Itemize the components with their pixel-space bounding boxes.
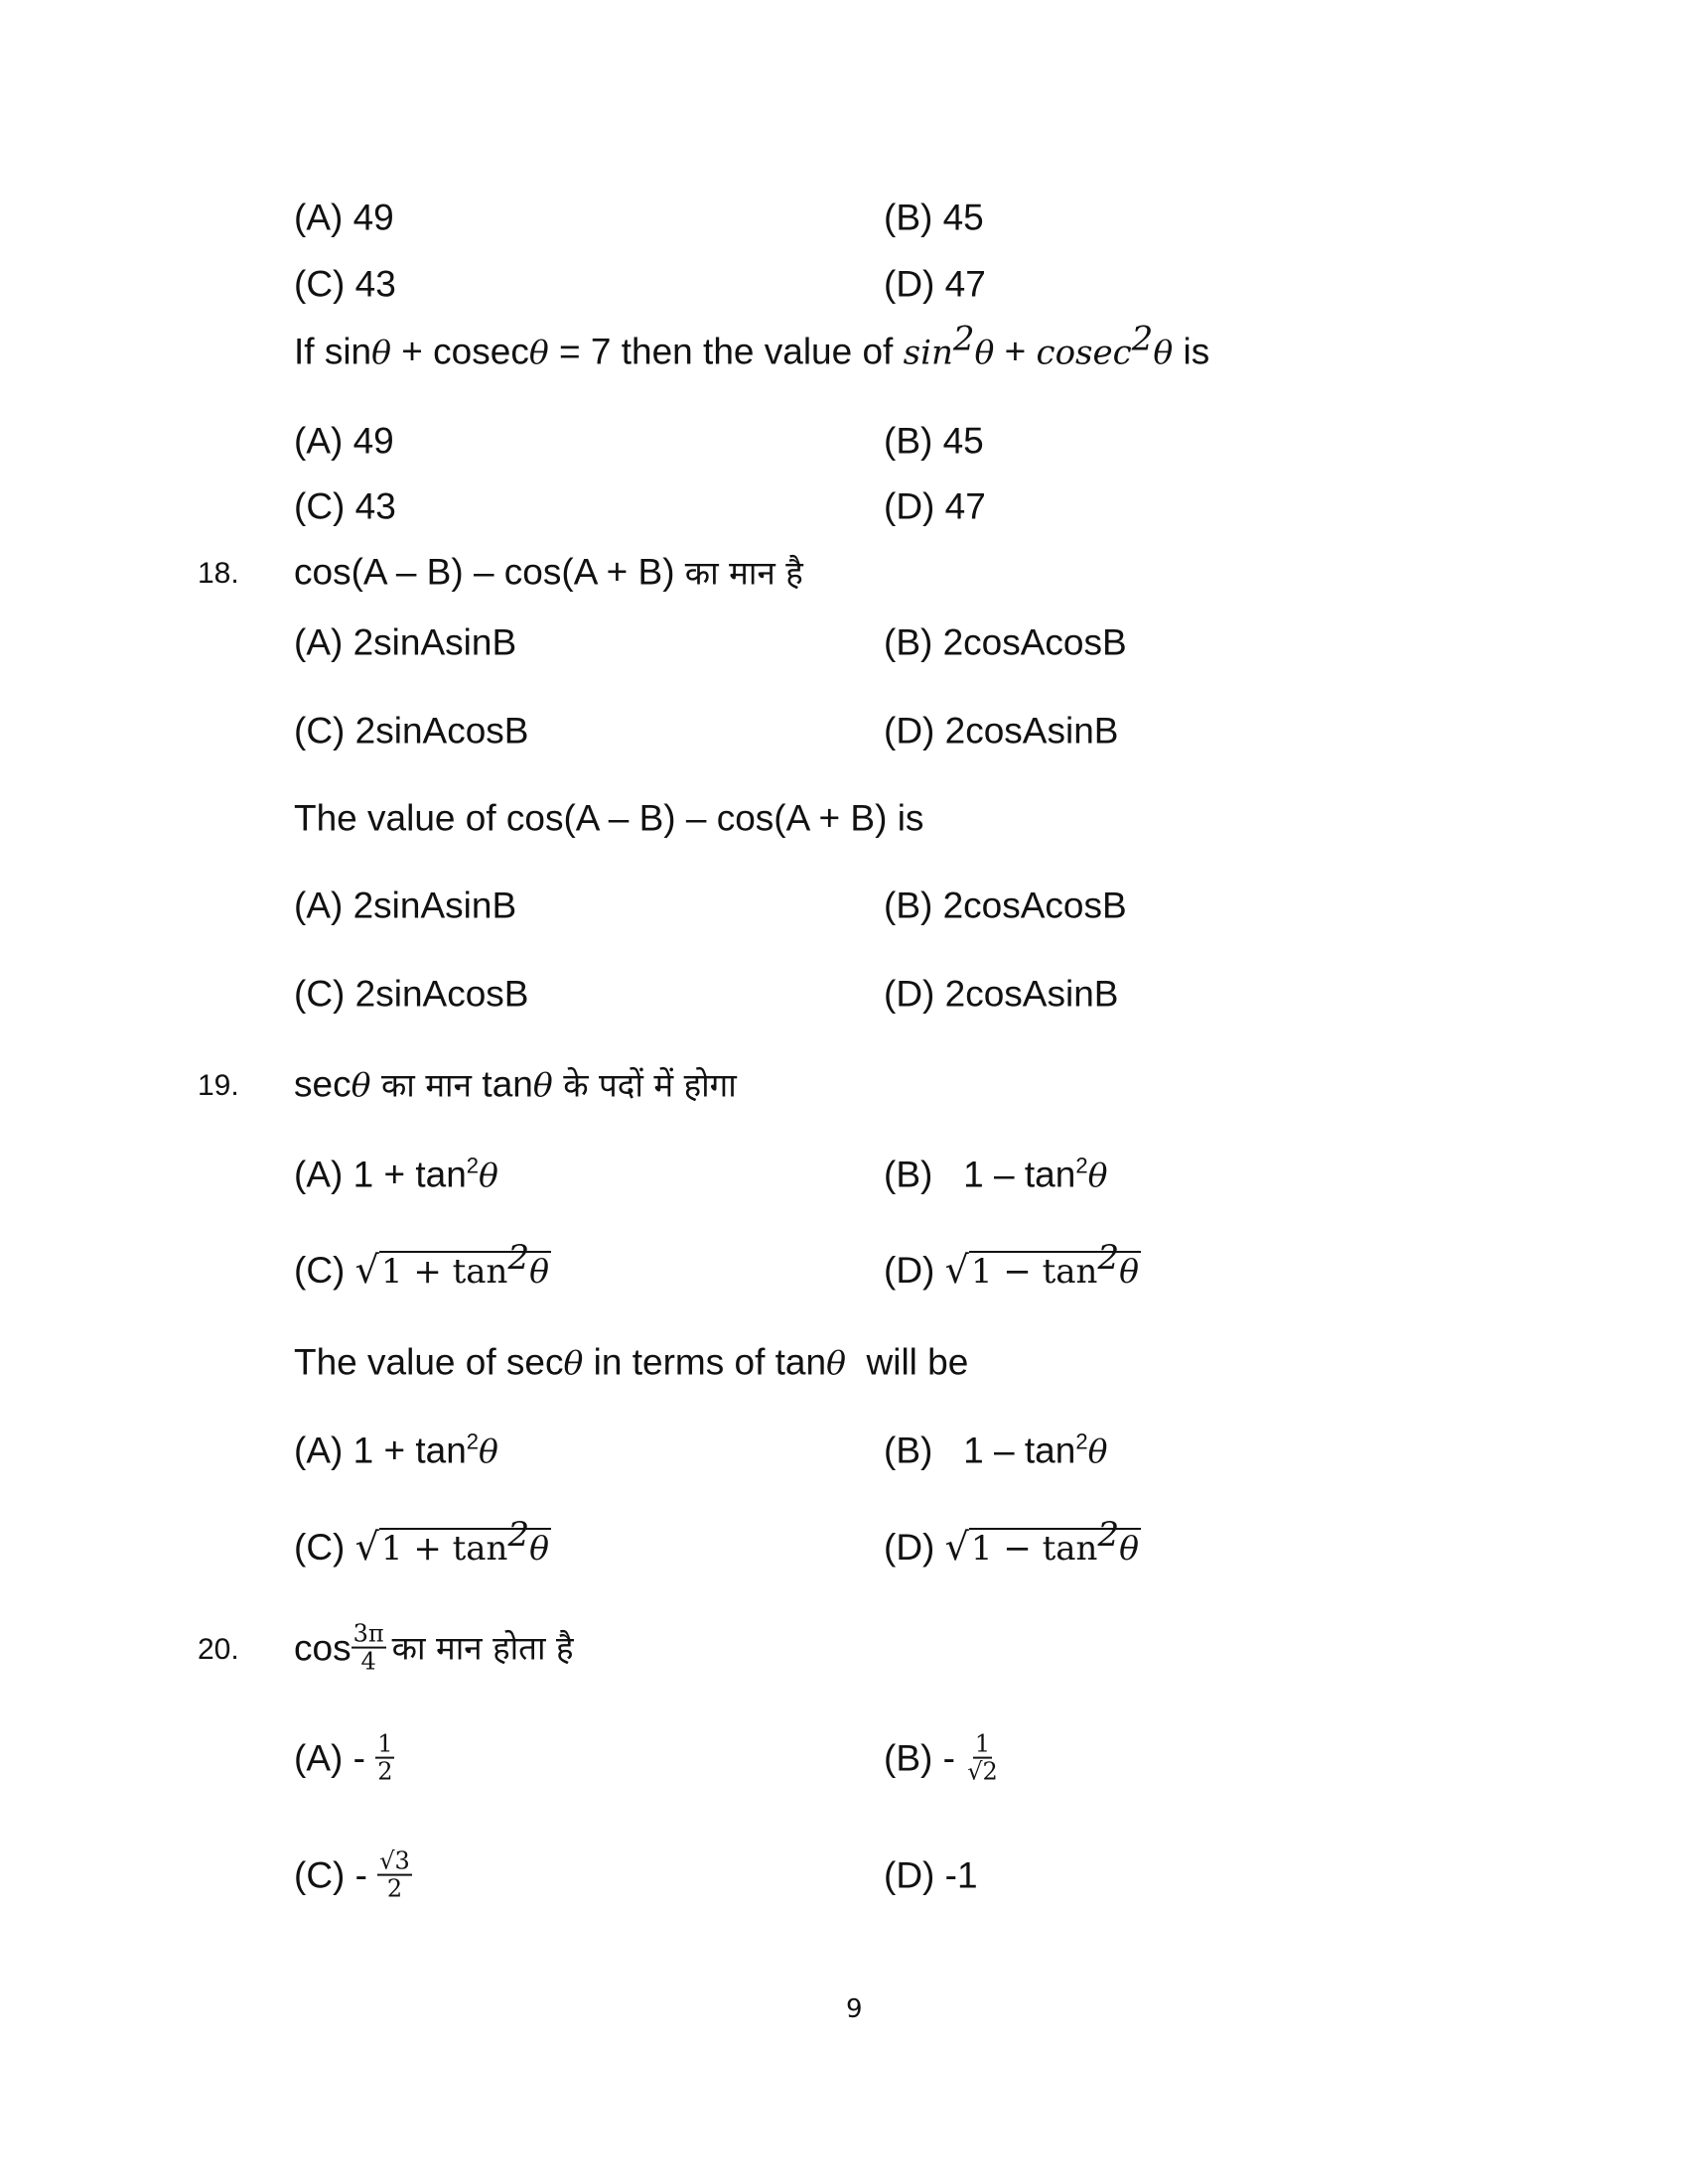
q19-hindi-option-d — [884, 1238, 1141, 1292]
radical-sign-icon: √ — [944, 1248, 969, 1292]
square-root — [944, 1515, 1141, 1569]
option-label: (C) - — [294, 1854, 378, 1896]
cos-term: cos — [294, 1627, 352, 1669]
q17-english-question — [294, 319, 1210, 373]
option-label: (D) — [884, 1527, 945, 1568]
radicand: 1 + tan — [380, 1252, 508, 1292]
q20-question — [294, 1621, 574, 1676]
q17-text-mid1: + cosec — [391, 331, 529, 372]
option-label: (B) — [884, 1430, 964, 1471]
q18-english-option-b: (B) 2cosAcosB — [884, 885, 1127, 926]
radicand: 1 + tan — [380, 1529, 508, 1569]
option-label: (B) — [884, 1154, 964, 1195]
numerator: 1 — [377, 1729, 393, 1758]
plus: + — [994, 331, 1037, 372]
q17-text-suffix: is — [1173, 331, 1210, 372]
option-label: (A) - — [294, 1737, 376, 1779]
exponent: 2 — [952, 319, 975, 359]
q20-number: 20. — [198, 1633, 239, 1666]
exponent: 2 — [1131, 319, 1154, 359]
radicand: 1 − tan — [970, 1529, 1098, 1569]
q18-hindi-option-d: (D) 2cosAsinB — [884, 710, 1119, 751]
theta-symbol: θ — [563, 1343, 584, 1383]
exponent: 2 — [1097, 1238, 1120, 1278]
theta-symbol: θ — [529, 1529, 549, 1568]
numerator: 3π — [352, 1619, 384, 1648]
q19-english-option-c — [294, 1515, 551, 1569]
square-root — [354, 1515, 551, 1569]
q20-hindi-text: का मान होता है — [391, 1628, 574, 1668]
q17-text-prefix: If sin — [294, 331, 372, 372]
q18-english-option-a: (A) 2sinAsinB — [294, 885, 517, 926]
theta-symbol: θ — [532, 1065, 553, 1105]
q17-english-option-a: (A) 49 — [294, 420, 394, 462]
theta-symbol: θ — [351, 1065, 371, 1105]
option-text: 1 – tan — [963, 1154, 1076, 1195]
denominator: 4 — [360, 1648, 376, 1676]
q19-hindi-option-a — [294, 1153, 498, 1195]
q17-hindi-option-a: (A) 49 — [294, 197, 394, 238]
fraction — [377, 1848, 412, 1903]
fraction — [375, 1731, 394, 1786]
q18-hindi-option-c: (C) 2sinAcosB — [294, 710, 529, 751]
q18-hindi-text: का मान है — [684, 553, 803, 593]
q20-option-d: (D) -1 — [884, 1854, 978, 1896]
q17-hindi-option-c: (C) 43 — [294, 263, 396, 305]
theta-symbol: θ — [529, 1252, 549, 1291]
exponent: 2 — [1097, 1515, 1120, 1555]
q20-option-b — [884, 1731, 1000, 1786]
q19-english-option-b — [884, 1429, 1108, 1471]
q19-english-option-d — [884, 1515, 1141, 1569]
q19-text-3: will be — [845, 1341, 969, 1383]
q19-text-1: The value of sec — [294, 1341, 564, 1383]
q20-option-a — [294, 1731, 394, 1786]
option-label: (B) - — [884, 1737, 966, 1779]
tan-term: tan — [482, 1063, 533, 1105]
theta-symbol: θ — [371, 333, 392, 372]
square-root — [944, 1238, 1141, 1292]
exponent: 2 — [507, 1515, 530, 1555]
exponent: 2 — [466, 1153, 480, 1178]
option-label: (C) — [294, 1527, 355, 1568]
page-number: 9 — [846, 1994, 863, 2024]
numerator: 1 — [974, 1729, 991, 1758]
q18-number: 18. — [198, 557, 239, 590]
sec-term: sec — [294, 1063, 352, 1105]
theta-symbol: θ — [479, 1156, 498, 1195]
q19-number: 19. — [198, 1069, 239, 1102]
q19-hindi-option-c — [294, 1238, 551, 1292]
theta-symbol: θ — [1087, 1156, 1108, 1195]
q17-english-option-c: (C) 43 — [294, 485, 396, 527]
sin-term: sin — [903, 333, 953, 373]
q18-english-option-c: (C) 2sinAcosB — [294, 973, 529, 1015]
q18-hindi-option-a: (A) 2sinAsinB — [294, 621, 517, 663]
q17-hindi-option-b: (B) 45 — [884, 197, 984, 238]
q19-hindi-text-1: का मान — [370, 1065, 483, 1105]
q19-hindi-question — [294, 1063, 737, 1105]
numerator: √3 — [379, 1846, 410, 1875]
q19-english-question — [294, 1341, 969, 1383]
denominator: 2 — [386, 1875, 403, 1903]
q19-hindi-option-b — [884, 1153, 1108, 1195]
exponent: 2 — [507, 1238, 530, 1278]
q17-text-mid2: = 7 then the value of — [548, 331, 904, 372]
q18-english-option-d: (D) 2cosAsinB — [884, 973, 1119, 1015]
denominator: 2 — [377, 1758, 393, 1786]
theta-symbol: θ — [479, 1432, 498, 1471]
radicand: 1 − tan — [970, 1252, 1098, 1292]
q18-english-question: The value of cos(A – B) – cos(A + B) is — [294, 797, 924, 839]
fraction — [352, 1621, 386, 1676]
option-text: 1 + tan — [352, 1430, 467, 1471]
option-label: (A) — [294, 1154, 353, 1195]
theta-symbol: θ — [826, 1343, 846, 1383]
q19-hindi-text-2: के पदों में होगा — [552, 1065, 737, 1105]
theta-symbol: θ — [1119, 1529, 1139, 1568]
q19-english-option-a — [294, 1429, 498, 1471]
exponent: 2 — [1075, 1153, 1088, 1178]
theta-symbol: θ — [1087, 1432, 1108, 1471]
q17-english-option-b: (B) 45 — [884, 420, 984, 462]
q18-expression: cos(A – B) – cos(A + B) — [294, 551, 685, 593]
square-root — [354, 1238, 551, 1292]
radical-sign-icon: √ — [354, 1248, 379, 1292]
q20-option-c — [294, 1848, 412, 1903]
exponent: 2 — [1075, 1429, 1088, 1454]
q18-hindi-option-b: (B) 2cosAcosB — [884, 621, 1127, 663]
theta-symbol: θ — [974, 333, 995, 372]
denominator: √2 — [967, 1758, 998, 1786]
fraction — [965, 1731, 1000, 1786]
q18-hindi-question — [294, 551, 803, 593]
option-label: (D) — [884, 1250, 945, 1291]
radical-sign-icon: √ — [944, 1525, 969, 1569]
cosec-term: cosec — [1036, 333, 1132, 373]
theta-symbol: θ — [1153, 333, 1174, 372]
option-text: 1 – tan — [963, 1430, 1076, 1471]
q19-text-2: in terms of tan — [583, 1341, 827, 1383]
theta-symbol: θ — [528, 333, 549, 372]
option-label: (A) — [294, 1430, 353, 1471]
option-text: 1 + tan — [352, 1154, 467, 1195]
theta-symbol: θ — [1119, 1252, 1139, 1291]
q17-hindi-option-d: (D) 47 — [884, 263, 986, 305]
exponent: 2 — [466, 1429, 480, 1454]
q17-english-option-d: (D) 47 — [884, 485, 986, 527]
option-label: (C) — [294, 1250, 355, 1291]
radical-sign-icon: √ — [354, 1525, 379, 1569]
